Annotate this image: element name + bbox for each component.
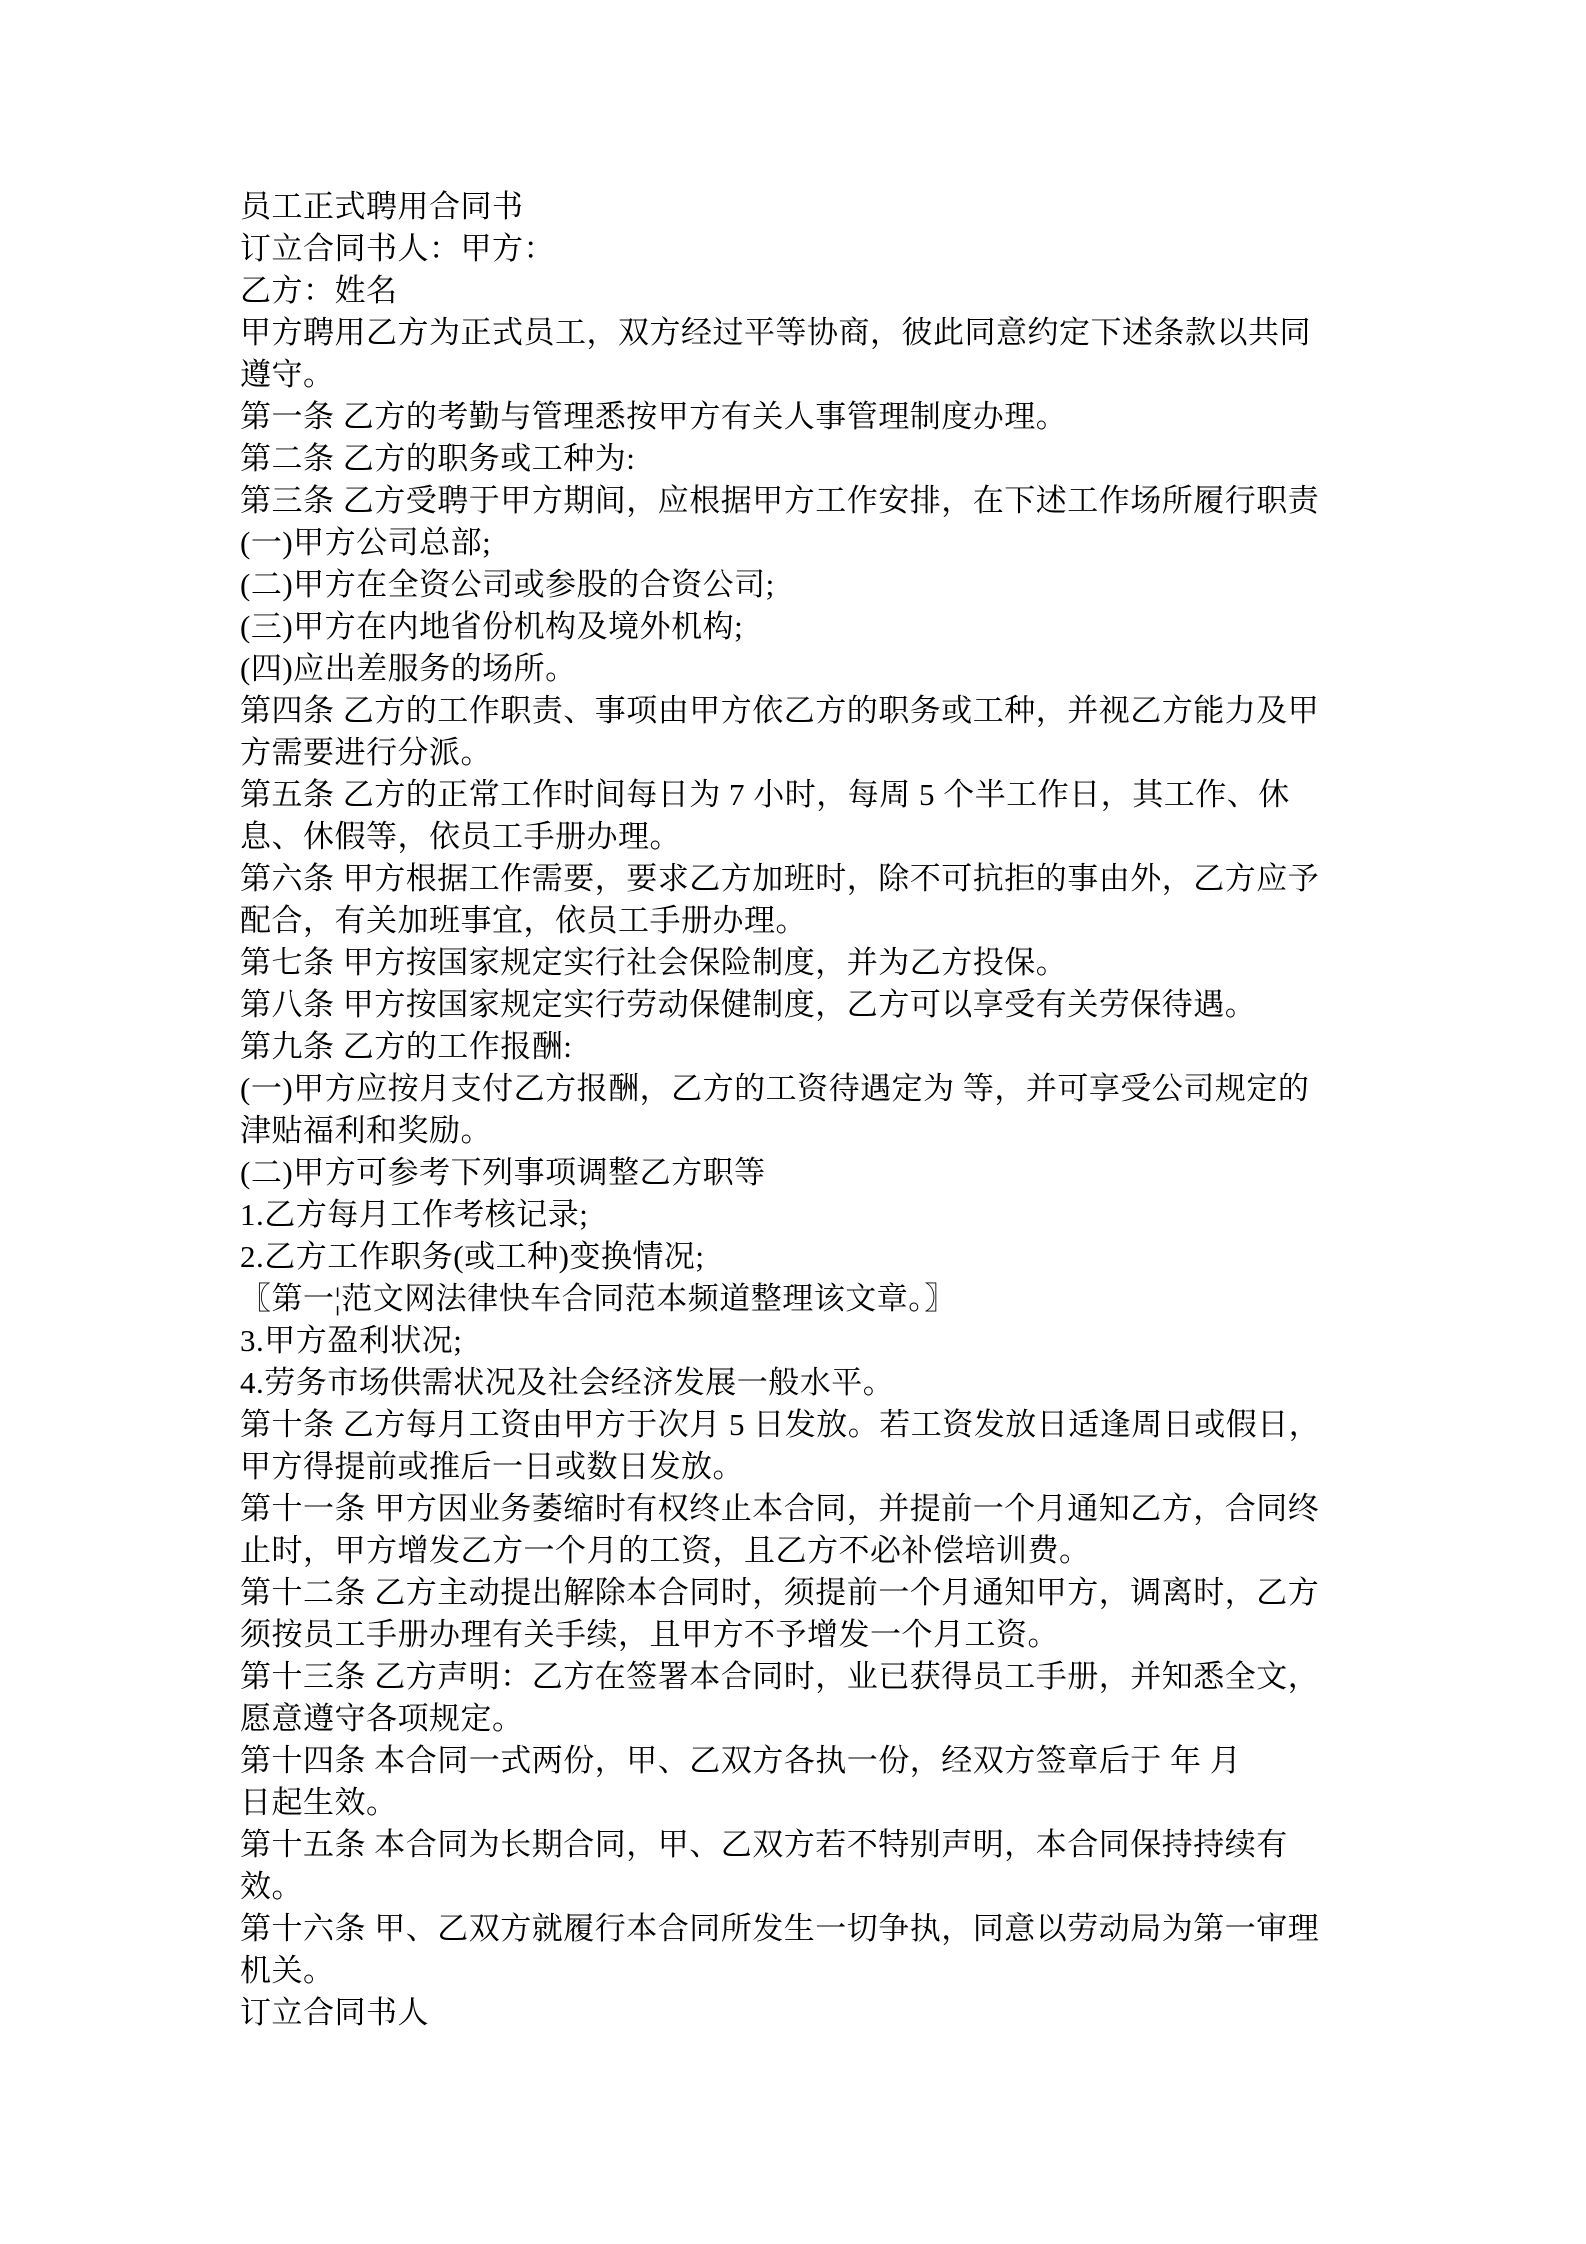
contract-text-block bbox=[240, 186, 1358, 2034]
text-line: 第十二条 乙方主动提出解除本合同时，须提前一个月通知甲方，调离时，乙方 bbox=[240, 1575, 1320, 1610]
text-line: (二)甲方可参考下列事项调整乙方职等 bbox=[240, 1155, 766, 1190]
text-line: 第十四条 本合同一式两份，甲、乙双方各执一份，经双方签章后于 年 月 bbox=[240, 1743, 1242, 1778]
text-line: 津贴福利和奖励。 bbox=[240, 1113, 492, 1148]
text-line: 机关。 bbox=[240, 1953, 335, 1988]
text-line: 第六条 甲方根据工作需要，要求乙方加班时，除不可抗拒的事由外，乙方应予 bbox=[240, 861, 1320, 896]
text-line: (一)甲方应按月支付乙方报酬，乙方的工资待遇定为 等，并可享受公司规定的 bbox=[240, 1071, 1310, 1106]
document-title: 员工正式聘用合同书 bbox=[240, 189, 524, 224]
text-line: 4.劳务市场供需状况及社会经济发展一般水平。 bbox=[240, 1365, 895, 1400]
text-line: 第一条 乙方的考勤与管理悉按甲方有关人事管理制度办理。 bbox=[240, 399, 1068, 434]
text-line: (二)甲方在全资公司或参股的合资公司; bbox=[240, 567, 775, 602]
text-line: 第九条 乙方的工作报酬: bbox=[240, 1029, 573, 1064]
text-line: 第十条 乙方每月工资由甲方于次月 5 日发放。若工资发放日适逢周日或假日， bbox=[240, 1407, 1321, 1442]
text-line: 〖第一¦范文网法律快车合同范本频道整理该文章。〗 bbox=[240, 1281, 956, 1316]
text-line: 第十一条 甲方因业务萎缩时有权终止本合同，并提前一个月通知乙方，合同终 bbox=[240, 1491, 1320, 1526]
text-line: 日起生效。 bbox=[240, 1785, 398, 1820]
text-line: 须按员工手册办理有关手续，且甲方不予增发一个月工资。 bbox=[240, 1617, 1059, 1652]
text-line: 1.乙方每月工作考核记录; bbox=[240, 1197, 589, 1232]
text-line: 订立合同书人 bbox=[240, 1995, 429, 2030]
text-line: 第七条 甲方按国家规定实行社会保险制度，并为乙方投保。 bbox=[240, 945, 1068, 980]
text-line: 订立合同书人：甲方： bbox=[240, 231, 555, 266]
text-line: (一)甲方公司总部; bbox=[240, 525, 492, 560]
text-line: 3.甲方盈利状况; bbox=[240, 1323, 463, 1358]
text-line: 愿意遵守各项规定。 bbox=[240, 1701, 524, 1736]
text-line: 方需要进行分派。 bbox=[240, 735, 492, 770]
text-line: 第八条 甲方按国家规定实行劳动保健制度，乙方可以享受有关劳保待遇。 bbox=[240, 987, 1257, 1022]
text-line: (四)应出差服务的场所。 bbox=[240, 651, 577, 686]
text-line: 2.乙方工作职务(或工种)变换情况; bbox=[240, 1239, 705, 1274]
text-line: 第十六条 甲、乙双方就履行本合同所发生一切争执，同意以劳动局为第一审理 bbox=[240, 1911, 1320, 1946]
text-line: 甲方得提前或推后一日或数日发放。 bbox=[240, 1449, 744, 1484]
text-line: 第五条 乙方的正常工作时间每日为 7 小时，每周 5 个半工作日，其工作、休 bbox=[240, 777, 1290, 812]
text-line: 息、休假等，依员工手册办理。 bbox=[240, 819, 681, 854]
text-line: 第十三条 乙方声明：乙方在签署本合同时，业已获得员工手册，并知悉全文， bbox=[240, 1659, 1320, 1694]
text-line: (三)甲方在内地省份机构及境外机构; bbox=[240, 609, 744, 644]
text-line: 第十五条 本合同为长期合同，甲、乙双方若不特别声明，本合同保持持续有 bbox=[240, 1827, 1288, 1862]
text-line: 乙方：姓名 bbox=[240, 273, 398, 308]
text-line: 第三条 乙方受聘于甲方期间，应根据甲方工作安排，在下述工作场所履行职责 bbox=[240, 483, 1320, 518]
text-line: 第二条 乙方的职务或工种为: bbox=[240, 441, 636, 476]
text-line: 第四条 乙方的工作职责、事项由甲方依乙方的职务或工种，并视乙方能力及甲 bbox=[240, 693, 1320, 728]
text-line: 效。 bbox=[240, 1869, 303, 1904]
text-line: 配合，有关加班事宜，依员工手册办理。 bbox=[240, 903, 807, 938]
text-line: 止时，甲方增发乙方一个月的工资，且乙方不必补偿培训费。 bbox=[240, 1533, 1091, 1568]
text-line: 遵守。 bbox=[240, 357, 335, 392]
text-line: 甲方聘用乙方为正式员工，双方经过平等协商，彼此同意约定下述条款以共同 bbox=[240, 315, 1311, 350]
